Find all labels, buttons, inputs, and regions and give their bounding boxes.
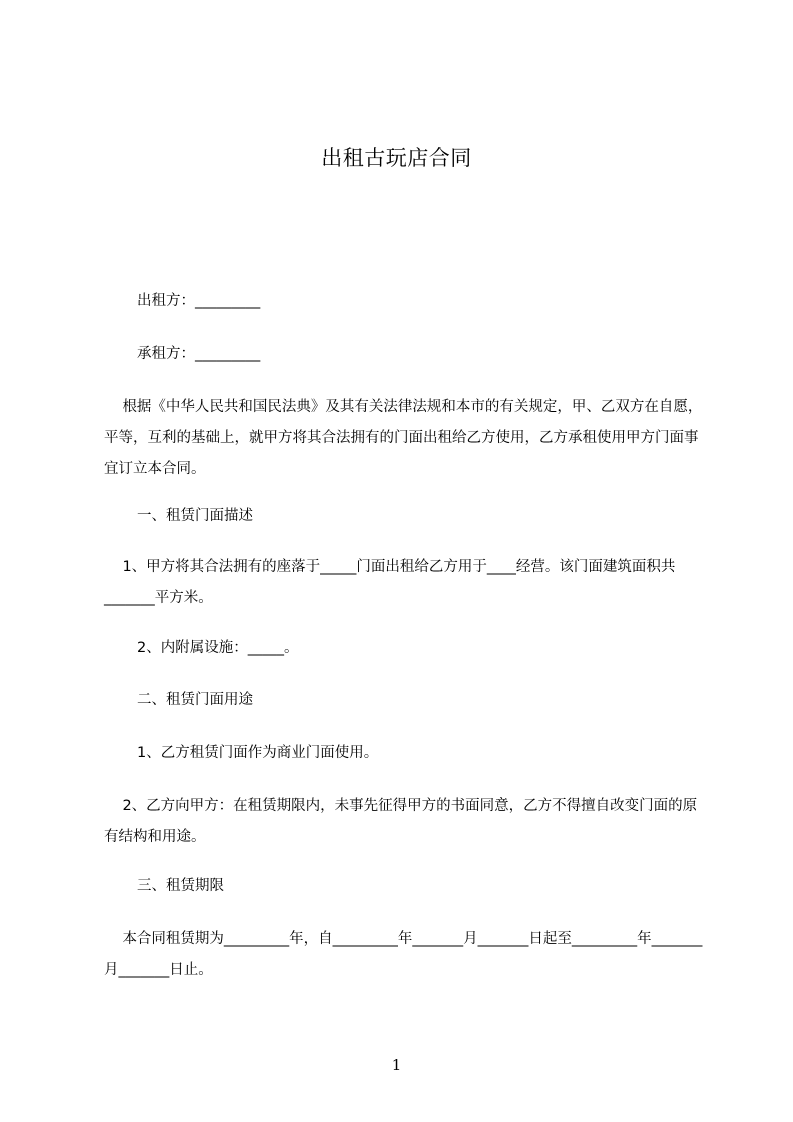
section3-clause1: 本合同租赁期为_________年，自_________年_______月_______日起至_________年_______月_______日止。 xyxy=(104,931,703,978)
lessor-line: 出租方：_________ xyxy=(137,293,261,309)
section2-clause2: 2、乙方向甲方：在租赁期限内，未事先征得甲方的书面同意，乙方不得擅自改变门面的原有结构和用途。 xyxy=(104,798,698,845)
page-number: 1 xyxy=(391,1056,402,1074)
section1-clause2: 2、内附属设施：_____。 xyxy=(137,640,299,656)
section1-clause1: 1、甲方将其合法拥有的座落于_____门面出租给乙方用于____经营。该门面建筑面积共_______平方米。 xyxy=(104,559,676,606)
contract-title: 出租古玩店合同 xyxy=(321,146,472,170)
intro-paragraph: 根据《中华人民共和国民法典》及其有关法律法规和本市的有关规定，甲、乙双方在自愿，平等，互利的基础上，就甲方将其合法拥有的门面出租给乙方使用，乙方承租使用甲方门面事宜订立本合同。 xyxy=(104,399,703,477)
section2-clause1: 1、乙方租赁门面作为商业门面使用。 xyxy=(137,745,379,761)
section2-heading: 二、租赁门面用途 xyxy=(137,692,253,708)
section3-heading: 三、租赁期限 xyxy=(137,878,224,894)
section1-heading: 一、租赁门面描述 xyxy=(137,508,253,524)
lessee-line: 承租方：_________ xyxy=(137,346,261,362)
